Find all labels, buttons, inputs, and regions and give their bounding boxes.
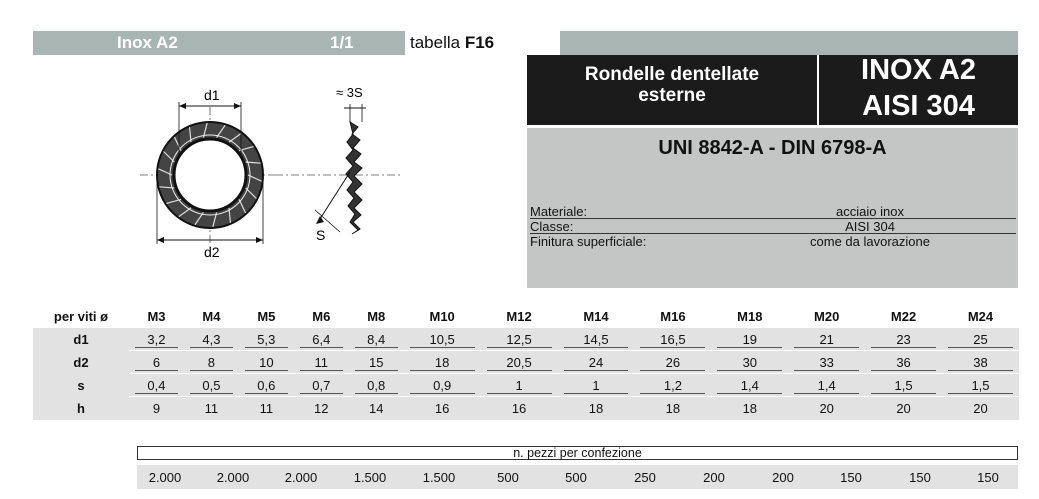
table-cell: 20 <box>942 397 1019 420</box>
table-cell: 3,2 <box>129 328 184 351</box>
table-cell: 30 <box>711 351 788 374</box>
size-header: M14 <box>558 305 635 328</box>
pieces-cell: 150 <box>840 470 862 485</box>
table-cell: 1,5 <box>942 374 1019 397</box>
table-cell: 4,3 <box>184 328 239 351</box>
thickness-label: ≈ 3S <box>336 85 363 100</box>
pieces-row <box>137 465 1018 489</box>
material-spec <box>819 52 1018 124</box>
table-cell: 18 <box>634 397 711 420</box>
table-cell: 38 <box>942 351 1019 374</box>
property-value: AISI 304 <box>845 219 895 234</box>
d1-label: d1 <box>204 87 220 103</box>
table-cell: 0,8 <box>349 374 404 397</box>
pieces-cell: 500 <box>565 470 587 485</box>
pieces-title: n. pezzi per confezione <box>137 446 1018 460</box>
table-cell: 12 <box>294 397 349 420</box>
table-cell: 20 <box>788 397 865 420</box>
table-cell: 1,5 <box>865 374 942 397</box>
pieces-cell: 250 <box>634 470 656 485</box>
size-header: M22 <box>865 305 942 328</box>
table-cell: 36 <box>865 351 942 374</box>
table-cell: 18 <box>558 397 635 420</box>
property-row <box>530 220 1016 234</box>
table-row <box>33 374 1019 397</box>
page-number: 1/1 <box>330 33 354 52</box>
table-cell: 24 <box>558 351 635 374</box>
table-cell: 16,5 <box>634 328 711 351</box>
table-row <box>33 328 1019 351</box>
table-cell: 18 <box>404 351 481 374</box>
header-label: per viti ø <box>33 305 129 328</box>
row-label: d2 <box>33 351 129 374</box>
pieces-cell: 200 <box>703 470 725 485</box>
table-cell: 0,9 <box>404 374 481 397</box>
table-cell: 10 <box>239 351 294 374</box>
table-cell: 12,5 <box>481 328 558 351</box>
product-line-1: Rondelle dentellate <box>584 64 760 85</box>
row-label: h <box>33 397 129 420</box>
pieces-cell: 500 <box>497 470 519 485</box>
product-line-2: esterne <box>638 85 706 106</box>
product-description <box>527 64 817 106</box>
table-cell: 16 <box>481 397 558 420</box>
table-cell: 15 <box>349 351 404 374</box>
table-cell: 8 <box>184 351 239 374</box>
product-header <box>527 55 1018 125</box>
table-cell: 0,4 <box>129 374 184 397</box>
table-cell: 1 <box>481 374 558 397</box>
table-cell: 16 <box>404 397 481 420</box>
size-header: M24 <box>942 305 1019 328</box>
table-cell: 0,6 <box>239 374 294 397</box>
table-cell: 33 <box>788 351 865 374</box>
washer-drawing <box>140 72 400 282</box>
table-prefix: tabella <box>410 33 465 52</box>
dimensions-table <box>33 305 1019 420</box>
table-code <box>405 31 560 55</box>
table-cell: 8,4 <box>349 328 404 351</box>
table-cell: 6 <box>129 351 184 374</box>
table-cell: 5,3 <box>239 328 294 351</box>
property-value: acciaio inox <box>836 204 904 219</box>
material-line-2: AISI 304 <box>862 90 975 122</box>
size-header: M18 <box>711 305 788 328</box>
pieces-cell: 150 <box>909 470 931 485</box>
size-header: M5 <box>239 305 294 328</box>
table-header-row <box>33 305 1019 328</box>
table-cell: 0,7 <box>294 374 349 397</box>
table-cell: 14,5 <box>558 328 635 351</box>
table-cell: 1,4 <box>788 374 865 397</box>
table-cell: 11 <box>294 351 349 374</box>
table-cell: 21 <box>788 328 865 351</box>
property-key: Materiale: <box>530 204 588 219</box>
table-row <box>33 351 1019 374</box>
table-cell: 25 <box>942 328 1019 351</box>
table-cell: 11 <box>239 397 294 420</box>
pieces-cell: 2.000 <box>216 470 250 485</box>
table-row <box>33 397 1019 420</box>
size-header: M16 <box>634 305 711 328</box>
size-header: M12 <box>481 305 558 328</box>
spec-box <box>527 128 1018 288</box>
size-header: M6 <box>294 305 349 328</box>
size-header: M10 <box>404 305 481 328</box>
table-cell: 1,2 <box>634 374 711 397</box>
table-code-bold: F16 <box>464 33 495 52</box>
property-value: come da lavorazione <box>810 234 930 249</box>
table-cell: 20,5 <box>481 351 558 374</box>
table-cell: 1 <box>558 374 635 397</box>
property-row <box>530 235 1016 248</box>
pieces-cell: 2.000 <box>284 470 318 485</box>
table-cell: 14 <box>349 397 404 420</box>
material-line-1: INOX A2 <box>861 54 976 86</box>
table-cell: 6,4 <box>294 328 349 351</box>
property-row <box>530 205 1016 219</box>
washer-front-view <box>140 87 275 260</box>
d2-label: d2 <box>204 244 220 260</box>
pieces-cell: 2.000 <box>148 470 182 485</box>
size-header: M20 <box>788 305 865 328</box>
property-key: Classe: <box>530 219 574 234</box>
s-label: S <box>316 227 326 243</box>
table-cell: 11 <box>184 397 239 420</box>
table-cell: 10,5 <box>404 328 481 351</box>
row-label: d1 <box>33 328 129 351</box>
size-header: M8 <box>349 305 404 328</box>
table-cell: 9 <box>129 397 184 420</box>
pieces-cell: 200 <box>772 470 794 485</box>
table-cell: 1,4 <box>711 374 788 397</box>
table-cell: 18 <box>711 397 788 420</box>
table-cell: 20 <box>865 397 942 420</box>
table-cell: 19 <box>711 328 788 351</box>
table-cell: 23 <box>865 328 942 351</box>
size-header: M3 <box>129 305 184 328</box>
property-key: Finitura superficiale: <box>530 234 647 249</box>
pieces-cell: 1.500 <box>422 470 456 485</box>
pieces-cell: 1.500 <box>353 470 387 485</box>
table-cell: 0,5 <box>184 374 239 397</box>
pieces-cell: 150 <box>977 470 999 485</box>
row-label: s <box>33 374 129 397</box>
norm-title: UNI 8842-A - DIN 6798-A <box>658 137 887 159</box>
material-label: Inox A2 <box>117 33 178 52</box>
table-cell: 26 <box>634 351 711 374</box>
size-header: M4 <box>184 305 239 328</box>
washer-side-view <box>275 85 400 243</box>
